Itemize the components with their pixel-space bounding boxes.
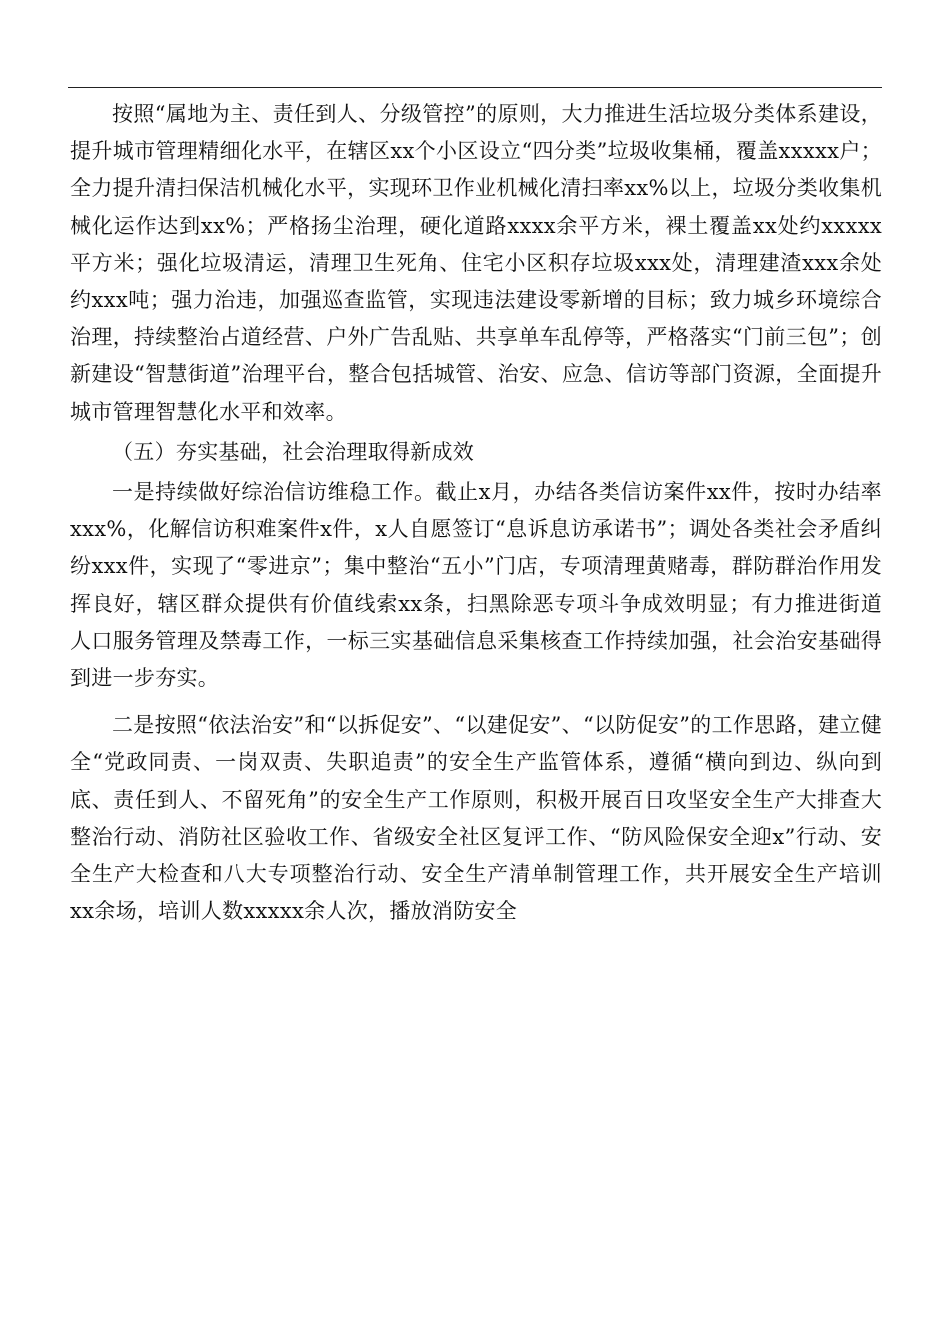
paragraph-safety-production: 二是按照“依法治安”和“以拆促安”、“以建促安”、“以防促安”的工作思路，建立健全“党政同责、一岗双责、失职追责”的安全生产监管体系，遵循“横向到边、纵向到底、责任到人、不留死角”的安全生产工作原则，积极开展百日攻坚安全生产大排查大整治行动、消防社区验收工作、省级安全社区复评工作、“防风险保安全迎x”行动、安全生产大检查和八大专项整治行动、安全生产清单制管理工作，共开展安全生产培训xx余场，培训人数xxxxx余人次，播放消防安全 — [70, 713, 882, 924]
paragraph-petition-stability: 一是持续做好综治信访维稳工作。截止x月，办结各类信访案件xx件，按时办结率xxx%，化解信访积难案件x件，x人自愿签订“息诉息访承诺书”；调处各类社会矛盾纠纷xxx件，实现了“零进京”；集中整治“五小”门店，专项清理黄赌毒，群防群治作用发挥良好，辖区群众提供有价值线索xx条，扫黑除恶专项斗争成效明显；有力推进街道人口服务管理及禁毒工作，一标三实基础信息采集核查工作持续加强，社会治安基础得到进一步夯实。 — [70, 480, 882, 691]
header-rule — [68, 87, 882, 88]
document-body — [70, 96, 882, 930]
paragraph-urban-management: 按照“属地为主、责任到人、分级管控”的原则，大力推进生活垃圾分类体系建设，提升城市管理精细化水平，在辖区xx个小区设立“四分类”垃圾收集桶，覆盖xxxxx户；全力提升清扫保洁机械化水平，实现环卫作业机械化清扫率xx%以上，垃圾分类收集机械化运作达到xx%；严格扬尘治理，硬化道路xxxx余平方米，裸土覆盖xx处约xxxxx平方米；强化垃圾清运，清理卫生死角、住宅小区积存垃圾xxx处，清理建渣xxx余处约xxx吨；强力治违，加强巡查监管，实现违法建设零新增的目标；致力城乡环境综合治理，持续整治占道经营、户外广告乱贴、共享单车乱停等，严格落实“门前三包”；创新建设“智慧街道”治理平台，整合包括城管、治安、应急、信访等部门资源，全面提升城市管理智慧化水平和效率。 — [70, 102, 882, 424]
section-heading-five: （五）夯实基础，社会治理取得新成效 — [112, 439, 475, 464]
